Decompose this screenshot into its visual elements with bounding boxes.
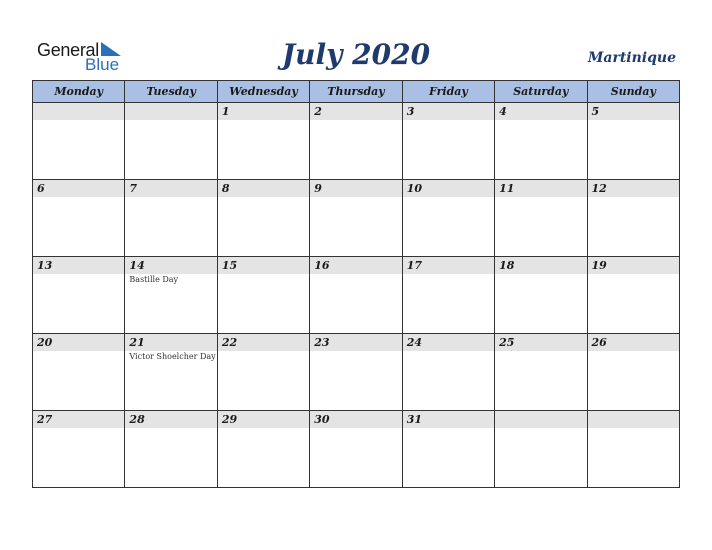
day-number: 7 — [125, 180, 216, 197]
logo-general-text: General — [37, 40, 99, 60]
day-number: 31 — [403, 411, 494, 428]
day-cell — [495, 103, 587, 180]
day-cell — [495, 180, 587, 257]
page-title: July 2020 — [281, 38, 431, 71]
day-cell — [33, 257, 125, 334]
day-cell — [33, 180, 125, 257]
day-cell — [217, 103, 309, 180]
day-cell — [125, 103, 217, 180]
day-cell — [33, 411, 125, 488]
day-number: 28 — [125, 411, 216, 428]
day-number: 23 — [310, 334, 401, 351]
day-number: 17 — [403, 257, 494, 274]
weekday-header-thursday: Thursday — [310, 81, 402, 103]
day-number: 22 — [218, 334, 309, 351]
day-number: 25 — [495, 334, 586, 351]
day-number: 10 — [403, 180, 494, 197]
day-cell — [125, 180, 217, 257]
day-number: 20 — [33, 334, 124, 351]
holiday-label: Victor Shoelcher Day — [129, 352, 216, 361]
day-number: 19 — [588, 257, 679, 274]
day-number: 16 — [310, 257, 401, 274]
day-number — [588, 411, 679, 428]
day-cell — [217, 257, 309, 334]
day-cell — [495, 411, 587, 488]
weekday-header-sunday: Sunday — [587, 81, 679, 103]
day-number: 14 — [125, 257, 216, 274]
week-row — [33, 411, 680, 488]
region-label: Martinique — [587, 50, 676, 66]
day-number: 26 — [588, 334, 679, 351]
day-cell — [310, 180, 402, 257]
day-number — [33, 103, 124, 120]
day-number: 12 — [588, 180, 679, 197]
day-cell — [495, 257, 587, 334]
day-cell — [310, 411, 402, 488]
day-number: 5 — [588, 103, 679, 120]
week-row — [33, 180, 680, 257]
day-number: 13 — [33, 257, 124, 274]
day-cell — [310, 334, 402, 411]
weekday-header-tuesday: Tuesday — [125, 81, 217, 103]
calendar-grid — [32, 80, 680, 488]
day-number: 24 — [403, 334, 494, 351]
day-cell — [310, 103, 402, 180]
day-number: 4 — [495, 103, 586, 120]
weekday-header-saturday: Saturday — [495, 81, 587, 103]
day-cell — [33, 103, 125, 180]
day-cell — [402, 180, 494, 257]
day-number: 29 — [218, 411, 309, 428]
day-cell — [125, 257, 217, 334]
logo-blue-text: Blue — [85, 55, 120, 74]
day-cell — [217, 411, 309, 488]
day-number — [495, 411, 586, 428]
day-number: 21 — [125, 334, 216, 351]
week-row — [33, 257, 680, 334]
day-cell — [310, 257, 402, 334]
day-number: 6 — [33, 180, 124, 197]
day-cell — [217, 180, 309, 257]
day-cell — [402, 411, 494, 488]
day-number: 2 — [310, 103, 401, 120]
calendar-body — [33, 103, 680, 488]
week-row — [33, 334, 680, 411]
day-number: 30 — [310, 411, 401, 428]
day-cell — [587, 103, 679, 180]
day-cell — [587, 411, 679, 488]
day-cell — [125, 334, 217, 411]
day-cell — [125, 411, 217, 488]
day-cell — [402, 257, 494, 334]
day-number: 8 — [218, 180, 309, 197]
weekday-header-friday: Friday — [402, 81, 494, 103]
holiday-label: Bastille Day — [129, 275, 179, 284]
day-cell — [587, 257, 679, 334]
weekday-header-row — [33, 81, 680, 103]
day-number: 18 — [495, 257, 586, 274]
day-cell — [217, 334, 309, 411]
day-number: 11 — [495, 180, 586, 197]
day-cell — [495, 334, 587, 411]
day-cell — [587, 334, 679, 411]
day-number: 1 — [218, 103, 309, 120]
weekday-header-monday: Monday — [33, 81, 125, 103]
day-cell — [402, 103, 494, 180]
week-row — [33, 103, 680, 180]
day-number: 15 — [218, 257, 309, 274]
day-number: 9 — [310, 180, 401, 197]
day-cell — [587, 180, 679, 257]
day-cell — [402, 334, 494, 411]
weekday-header-wednesday: Wednesday — [217, 81, 309, 103]
day-number: 27 — [33, 411, 124, 428]
day-number — [125, 103, 216, 120]
day-cell — [33, 334, 125, 411]
day-number: 3 — [403, 103, 494, 120]
